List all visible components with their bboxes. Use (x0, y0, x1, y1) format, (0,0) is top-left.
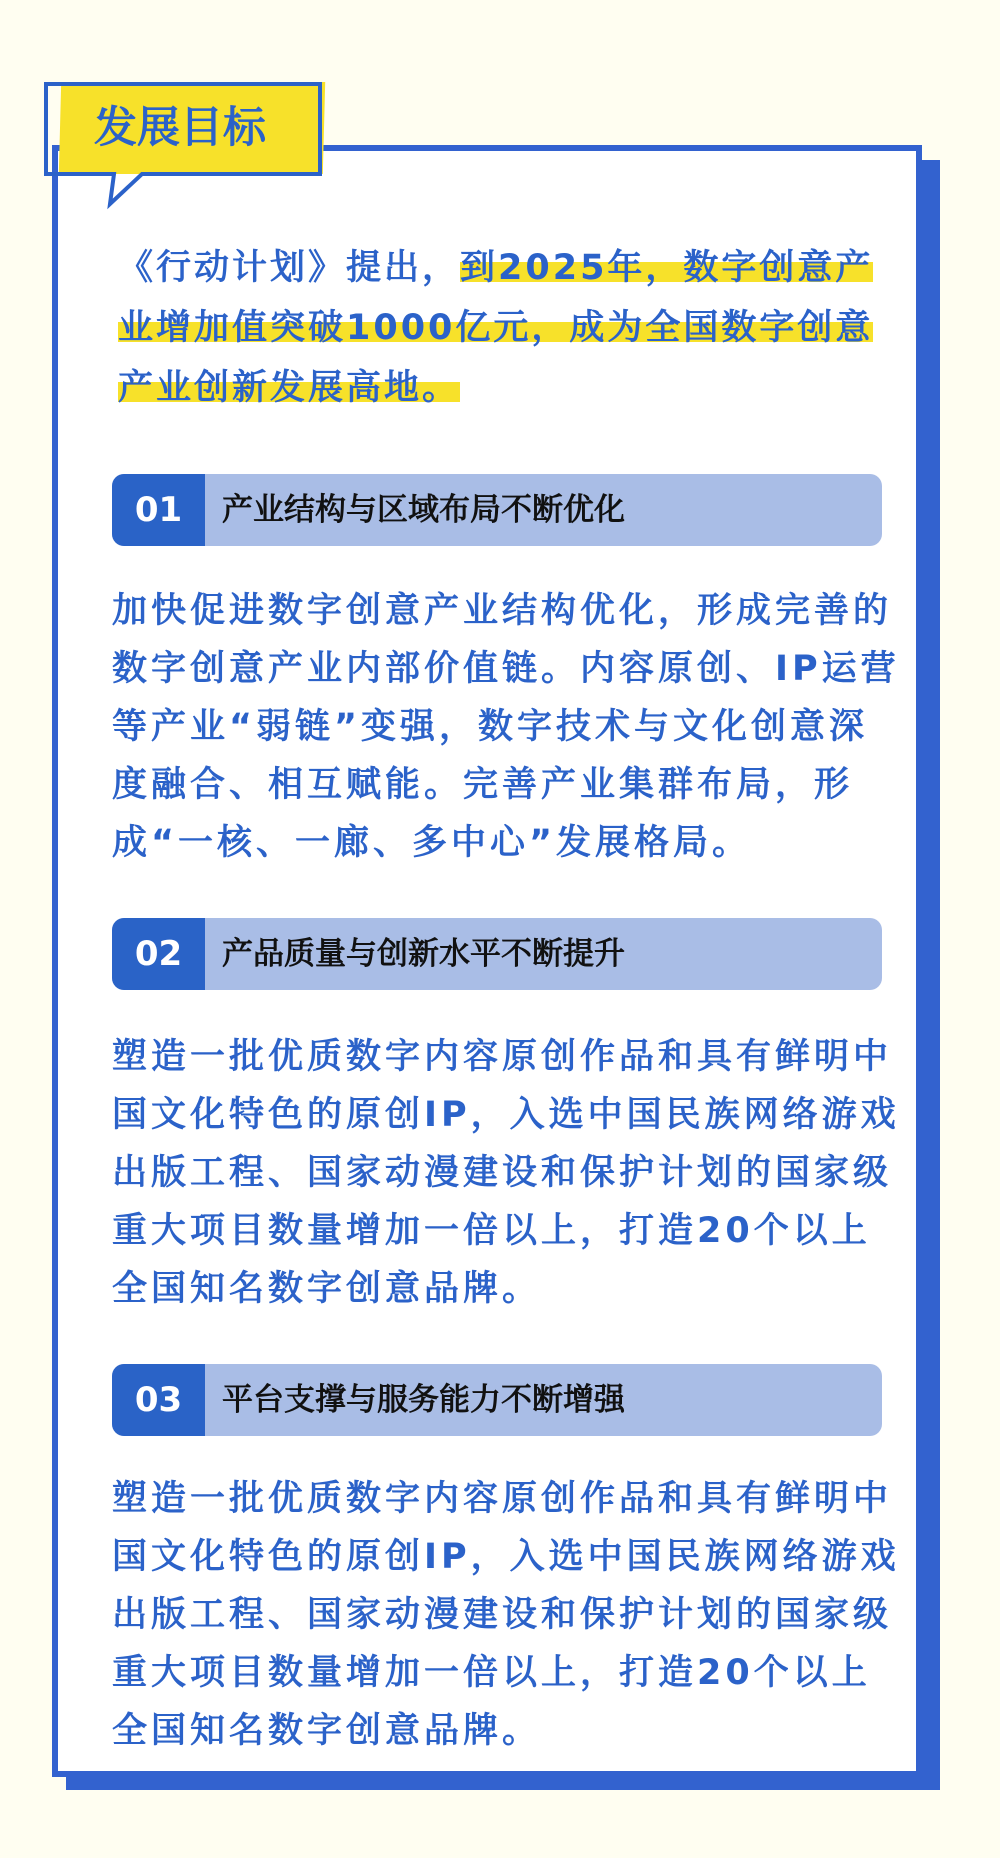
section-number: 03 (112, 1364, 205, 1436)
section-header-02 (112, 918, 882, 990)
section-tag-label: 发展目标 (94, 103, 266, 153)
section-header-03 (112, 1364, 882, 1436)
section-body-01: 加快促进数字创意产业结构优化，形成完善的数字创意产业内部价值链。内容原创、IP运营等产业“弱链”变强，数字技术与文化创意深度融合、相互赋能。完善产业集群布局，形成“一核、一廊、多中心”发展格局。 (112, 591, 900, 863)
section-body-02: 塑造一批优质数字内容原创作品和具有鲜明中国文化特色的原创IP，入选中国民族网络游戏出版工程、国家动漫建设和保护计划的国家级重大项目数量增加一倍以上，打造20个以上全国知名数字创意品牌。 (112, 1037, 900, 1309)
section-title: 平台支撑与服务能力不断增强 (222, 1382, 625, 1418)
section-title: 产业结构与区域布局不断优化 (222, 492, 625, 528)
section-number: 02 (112, 918, 205, 990)
intro-paragraph (118, 238, 878, 418)
intro-prefix: 《行动计划》提出， (118, 248, 461, 288)
section-number: 01 (112, 474, 205, 546)
section-title: 产品质量与创新水平不断提升 (222, 936, 625, 972)
section-body-03: 塑造一批优质数字内容原创作品和具有鲜明中国文化特色的原创IP，入选中国民族网络游戏出版工程、国家动漫建设和保护计划的国家级重大项目数量增加一倍以上，打造20个以上全国知名数字创意品牌。 (112, 1479, 900, 1751)
intro-highlight: 到2025年，数字创意产业增加值突破1000亿元，成为全国数字创意产业创新发展高地。 (118, 248, 874, 408)
section-tag (42, 80, 328, 212)
section-header-01 (112, 474, 882, 546)
